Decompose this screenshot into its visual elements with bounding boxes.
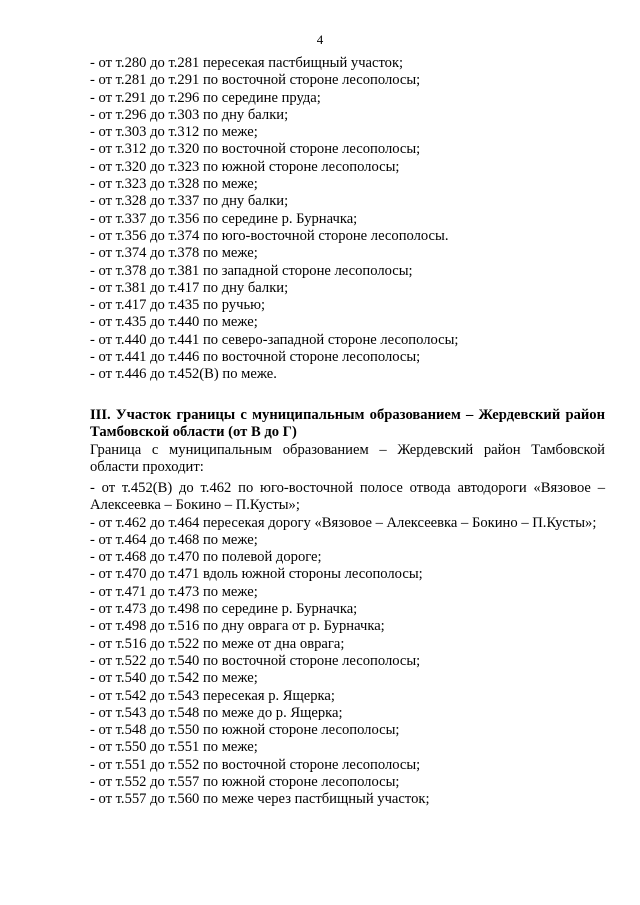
list-item: - от т.548 до т.550 по южной стороне лесополосы; (90, 722, 400, 739)
boundary-list-before (90, 55, 605, 384)
list-item: - от т.328 до т.337 по дну балки; (90, 193, 289, 210)
list-item: - от т.516 до т.522 по меже от дна оврага; (90, 635, 345, 652)
list-item: - от т.552 до т.557 по южной стороне лесополосы; (90, 774, 400, 791)
list-item: - от т.374 до т.378 по меже; (90, 245, 258, 262)
list-item: - от т.522 до т.540 по восточной стороне лесополосы; (90, 652, 421, 669)
list-item: - от т.471 до т.473 по меже; (90, 583, 258, 600)
boundary-list-after (90, 480, 605, 809)
list-item: - от т.543 до т.548 по меже до р. Ящерка; (90, 704, 343, 721)
list-item: - от т.356 до т.374 по юго-восточной стороне лесополосы. (90, 227, 449, 244)
list-item: - от т.291 до т.296 по середине пруда; (90, 89, 321, 106)
list-item: - от т.435 до т.440 по меже; (90, 314, 258, 331)
list-item: - от т.462 до т.464 пересекая дорогу «Вязовое – Алексеевка – Бокино – П.Кусты»; (90, 514, 597, 531)
section-iii (90, 407, 605, 476)
list-item: - от т.281 до т.291 по восточной стороне лесополосы; (90, 72, 421, 89)
list-item: - от т.464 до т.468 по меже; (90, 531, 258, 548)
list-item: - от т.551 до т.552 по восточной стороне лесополосы; (90, 756, 421, 773)
list-item: - от т.378 до т.381 по западной стороне лесополосы; (90, 262, 413, 279)
page-number: 4 (316, 32, 324, 47)
list-item: - от т.470 до т.471 вдоль южной стороны лесополосы; (90, 566, 423, 583)
list-item: - от т.473 до т.498 по середине р. Бурначка; (90, 601, 358, 618)
list-item: - от т.296 до т.303 по дну балки; (90, 106, 289, 123)
list-item: - от т.468 до т.470 по полевой дороге; (90, 549, 322, 566)
list-item: - от т.542 до т.543 пересекая р. Ящерка; (90, 687, 335, 704)
list-item: - от т.446 до т.452(В) по меже. (90, 366, 277, 383)
list-item: - от т.498 до т.516 по дну оврага от р. Бурначка; (90, 618, 385, 635)
list-item: - от т.320 до т.323 по южной стороне лесополосы; (90, 158, 400, 175)
list-item: - от т.452(В) до т.462 по юго-восточной полосе отвода автодороги «Вязовое – Алексеевка – Бокино – П.Кусты»; (90, 480, 605, 514)
list-item: - от т.312 до т.320 по восточной стороне лесополосы; (90, 141, 421, 158)
list-item: - от т.323 до т.328 по меже; (90, 176, 258, 193)
list-item: - от т.441 до т.446 по восточной стороне лесополосы; (90, 349, 421, 366)
list-item: - от т.540 до т.542 по меже; (90, 670, 258, 687)
list-item: - от т.303 до т.312 по меже; (90, 124, 258, 141)
section-title: III. Участок границы с муниципальным образованием – Жердевский район Тамбовской области (от В до Г) (90, 407, 605, 441)
list-item: - от т.337 до т.356 по середине р. Бурначка; (90, 210, 358, 227)
list-item: - от т.557 до т.560 по меже через пастбищный участок; (90, 791, 430, 808)
list-item: - от т.417 до т.435 по ручью; (90, 297, 266, 314)
list-item: - от т.280 до т.281 пересекая пастбищный участок; (90, 55, 404, 71)
list-item: - от т.381 до т.417 по дну балки; (90, 279, 289, 296)
list-item: - от т.550 до т.551 по меже; (90, 739, 258, 756)
section-intro: Граница с муниципальным образованием – Жердевский район Тамбовской области проходит: (90, 441, 605, 475)
list-item: - от т.440 до т.441 по северо-западной стороне лесополосы; (90, 331, 459, 348)
